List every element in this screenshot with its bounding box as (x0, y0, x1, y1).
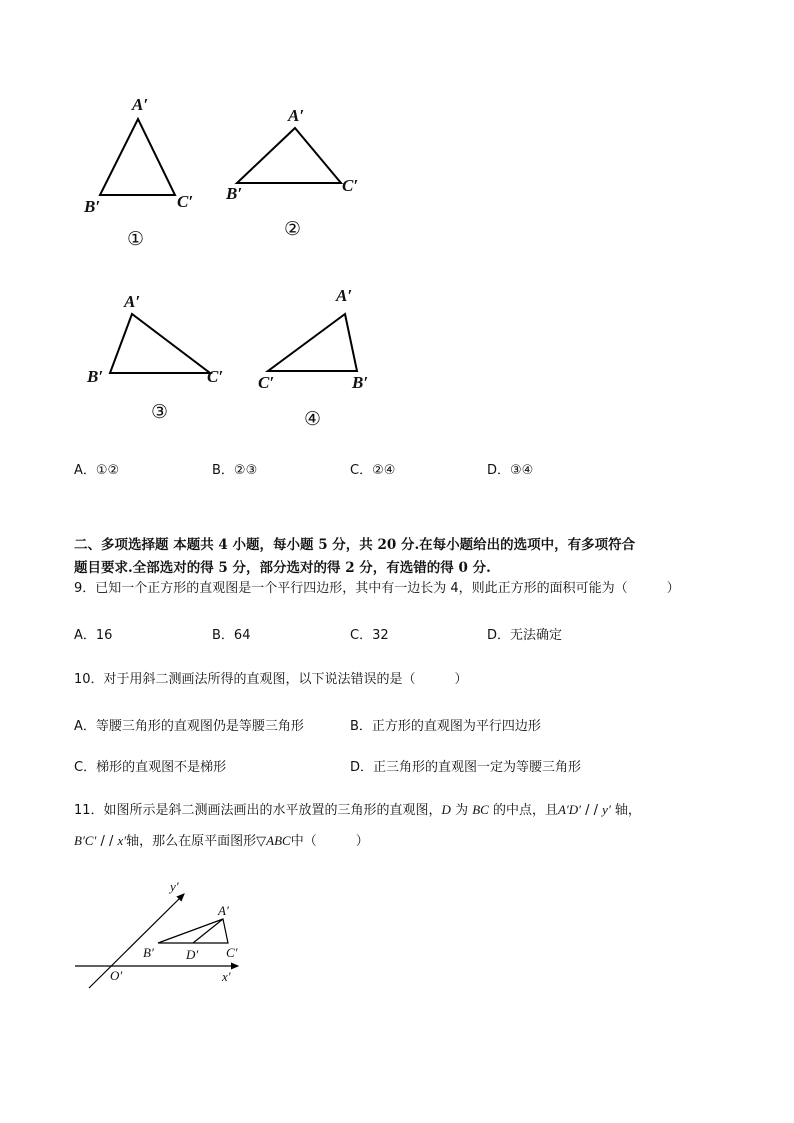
q11-triangle-abc: ABC (266, 833, 291, 848)
f4-label-a: A′ (336, 286, 353, 305)
f1-label-b: B′ (84, 197, 101, 216)
diagram-d-label: D′ (186, 947, 199, 962)
q11-y-axis-ref: y′ (602, 802, 611, 817)
q11-mid: 的中点，且 (488, 803, 558, 818)
section2-line1: 二、多项选择题 本题共 4 小题，每小题 5 分，共 20 分.在每小题给出的选项中，有多项符合 (74, 537, 636, 553)
q11-zhou: 轴， (610, 803, 641, 818)
q9-option-a[interactable]: A．16 (74, 628, 113, 643)
q11-triangle (158, 919, 228, 943)
q10-option-b[interactable]: B．正方形的直观图为平行四边形 (350, 719, 541, 734)
q9-option-b[interactable]: B．64 (212, 628, 251, 643)
f2-label-a: A′ (288, 106, 305, 125)
q8-option-a[interactable]: A．①② (74, 463, 120, 478)
diagram-c-label: C′ (226, 945, 238, 960)
q9-option-d[interactable]: D．无法确定 (487, 628, 563, 643)
f2-number: ② (284, 218, 302, 240)
section2-line2: 题目要求.全部选对的得 5 分，部分选对的得 2 分，有选错的得 0 分. (74, 560, 491, 576)
f4-label-c: C′ (258, 373, 275, 392)
q11-segment-bc-prime: B′C′ (74, 833, 97, 848)
q10-option-a[interactable]: A．等腰三角形的直观图仍是等腰三角形 (74, 719, 304, 734)
q11-stem-c: 中（ ） (290, 834, 369, 849)
f1-label-a: A′ (132, 95, 149, 114)
f3-number: ③ (151, 401, 169, 423)
q11-x-axis-ref: x′ (117, 833, 127, 848)
diagram-a-label: A′ (218, 903, 229, 918)
diagram-y-label: y′ (170, 879, 179, 894)
f2-label-c: C′ (342, 176, 359, 195)
y-axis (89, 894, 184, 988)
q11-segment-ad: A′D′ (557, 802, 581, 817)
segment-ad (193, 919, 223, 943)
q10-stem: 10．对于用斜二测画法所得的直观图，以下说法错误的是（ ） (74, 672, 468, 687)
q10-option-c[interactable]: C．梯形的直观图不是梯形 (74, 760, 227, 775)
diagram-b-label: B′ (143, 945, 154, 960)
q11-parallel-2: / / (96, 834, 118, 849)
f2-label-b: B′ (226, 184, 243, 203)
f3-label-b: B′ (87, 367, 104, 386)
q8-option-b[interactable]: B．②③ (212, 463, 258, 478)
q8-option-c[interactable]: C．②④ (350, 463, 396, 478)
diagram-origin-label: O′ (110, 968, 123, 983)
f3-label-c: C′ (207, 367, 224, 386)
q11-stem-b: 轴，那么在原平面图形 (126, 834, 257, 849)
q11-stem-a: 11．如图所示是斜二测画法画出的水平放置的三角形的直观图， (74, 803, 442, 818)
q11-segment-bc: BC (472, 802, 489, 817)
f4-number: ④ (304, 408, 322, 430)
diagram-x-label: x′ (222, 969, 231, 984)
f1-label-c: C′ (177, 192, 194, 211)
q11-point-d: D (441, 802, 451, 817)
q10-option-d[interactable]: D．正三角形的直观图一定为等腰三角形 (350, 760, 582, 775)
f4-label-b: B′ (352, 373, 369, 392)
q11-triangle-symbol: ▽ (256, 834, 267, 849)
q11-wei: 为 (450, 803, 473, 818)
q8-option-d[interactable]: D．③④ (487, 463, 534, 478)
f1-number: ① (127, 228, 145, 250)
q9-stem: 9．已知一个正方形的直观图是一个平行四边形，其中有一边长为 4，则此正方形的面积可能为（ ） (74, 581, 680, 596)
f3-label-a: A′ (124, 292, 141, 311)
q9-option-c[interactable]: C．32 (350, 628, 389, 643)
q11-parallel: / / (581, 803, 603, 818)
